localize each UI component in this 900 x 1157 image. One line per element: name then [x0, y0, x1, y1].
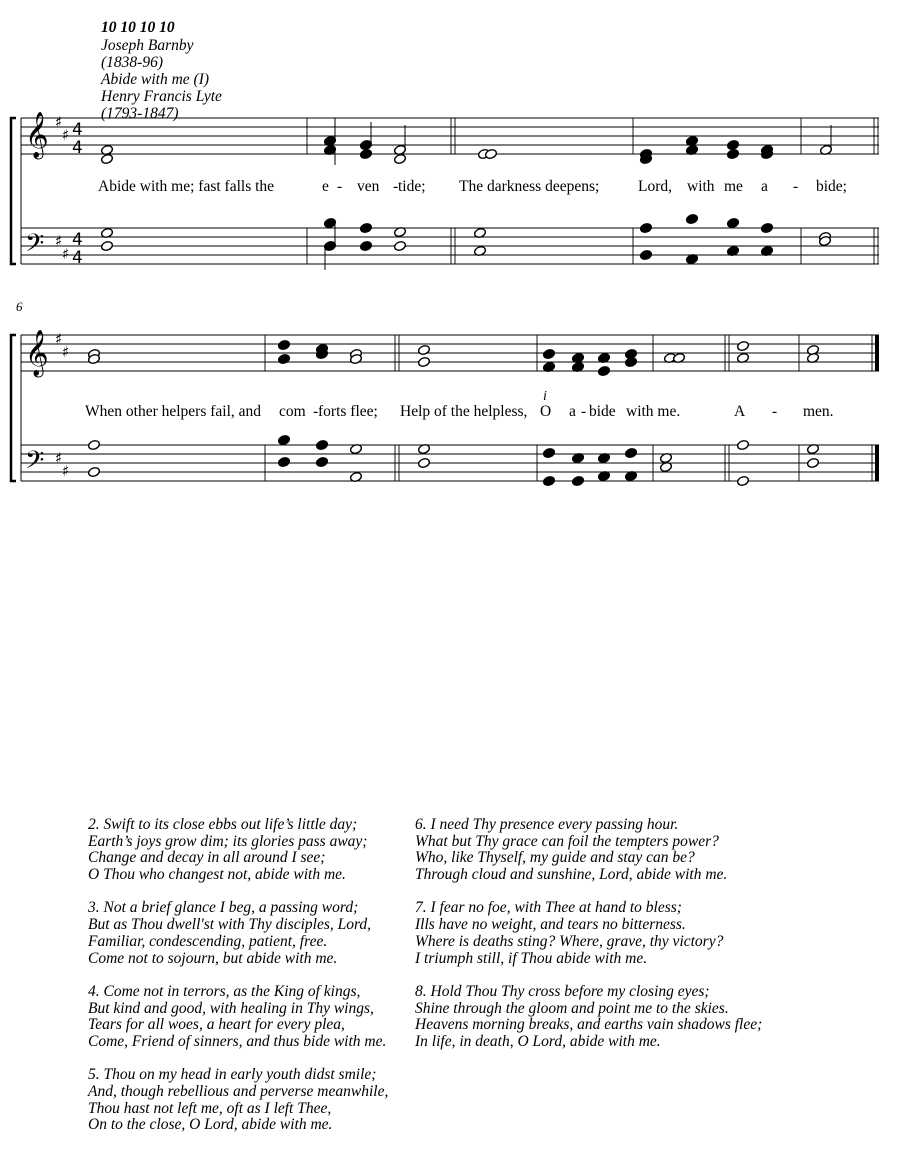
notation-marks	[11, 112, 879, 481]
lyric-syllable: A	[734, 403, 746, 420]
verses-right-column	[415, 817, 762, 1067]
whole-note	[417, 356, 430, 367]
whole-note	[417, 457, 430, 468]
final-barline	[875, 445, 879, 481]
notehead	[639, 249, 652, 260]
treble-clef-icon: 𝄞	[25, 112, 49, 158]
composer-name: Joseph Barnby	[101, 37, 194, 54]
notehead	[315, 456, 328, 467]
verse-line: What but Thy grace can foil the tempters power?	[415, 832, 719, 850]
key-sharp-icon: ♯	[62, 126, 70, 144]
notehead	[542, 475, 555, 486]
notehead	[542, 348, 555, 359]
lyric-syllable: a	[569, 403, 576, 420]
system-bracket	[11, 335, 16, 481]
lyric-syllable: bide;	[816, 178, 847, 195]
composer-dates: (1838-96)	[101, 54, 163, 71]
notehead	[359, 148, 372, 159]
key-sharp-icon: ♯	[55, 113, 63, 131]
time-signature: 4	[72, 120, 83, 140]
lyric-syllable: ven	[357, 178, 380, 195]
lyric-syllable: a	[761, 178, 768, 195]
lyric-syllable: Help of the helpless,	[400, 403, 528, 420]
bass-clef-icon: 𝄢	[25, 229, 45, 264]
verse-stanza	[415, 817, 762, 884]
verse-line: O Thou who changest not, abide with me.	[88, 866, 346, 884]
notehead	[277, 339, 290, 350]
notehead	[571, 475, 584, 486]
verse-line: And, though rebellious and perverse meanwhile,	[88, 1083, 389, 1100]
notehead	[359, 240, 372, 251]
verse-line: 5. Thou on my head in early youth didst smile;	[88, 1066, 377, 1084]
key-sharp-icon: ♯	[62, 245, 70, 263]
verse-stanza	[88, 1067, 388, 1134]
key-sharp-icon: ♯	[62, 462, 70, 480]
verse-line: 6. I need Thy presence every passing hour.	[415, 816, 679, 833]
notehead	[359, 222, 372, 233]
notehead	[277, 456, 290, 467]
verse-line: Come, Friend of sinners, and thus bide with me.	[88, 1032, 387, 1050]
notehead	[639, 222, 652, 233]
time-signature: 4	[72, 248, 83, 268]
key-sharp-icon: ♯	[62, 343, 70, 361]
treble-clef-icon: 𝄞	[25, 330, 49, 376]
verse-line: Tears for all woes, a heart for every plea,	[88, 1016, 345, 1034]
lyrics-line-2	[85, 403, 834, 420]
lyric-syllable: with	[687, 178, 715, 195]
hymn-title: Abide with me (I)	[101, 71, 210, 88]
lyric-syllable: me	[724, 178, 743, 195]
whole-note	[87, 439, 100, 450]
notehead	[315, 439, 328, 450]
whole-note	[736, 475, 749, 486]
verse-line: Change and decay in all around I see;	[88, 849, 326, 867]
lyric-syllable: When other helpers fail, and	[85, 403, 262, 420]
verse-line: 2. Swift to its close ebbs out life’s little day;	[88, 816, 358, 833]
lyric-syllable: with me.	[626, 403, 681, 420]
verses-left-column	[88, 817, 388, 1151]
lyric-syllable: Abide with me; fast falls the	[98, 178, 275, 195]
verse-line: In life, in death, O Lord, abide with me.	[415, 1032, 661, 1050]
lyric-syllable: -	[393, 178, 399, 195]
verse-line: Ills have no weight, and tears no bitterness.	[415, 916, 686, 934]
lyric-syllable: e	[322, 178, 329, 195]
lyric-syllable: tide;	[398, 178, 426, 195]
lyric-syllable: The darkness deepens;	[459, 178, 600, 195]
notehead	[685, 213, 698, 224]
lyrics-line-1	[98, 178, 847, 195]
verse-line: Earth’s joys grow dim; its glories pass away;	[88, 832, 368, 850]
system-bracket	[11, 118, 16, 264]
music-score	[0, 0, 900, 540]
lyric-syllable: Lord,	[638, 178, 673, 195]
notehead	[624, 447, 637, 458]
notehead	[726, 139, 739, 150]
verse-line: Where is deaths sting? Where, grave, thy victory?	[415, 932, 724, 950]
notehead	[542, 447, 555, 458]
verse-line: I triumph still, if Thou abide with me.	[415, 949, 648, 967]
verse-line: 8. Hold Thou Thy cross before my closing eyes;	[415, 982, 710, 1000]
whole-note	[417, 344, 430, 355]
verse-stanza	[88, 817, 388, 884]
notehead	[597, 365, 610, 376]
verse-line: Familiar, condescending, patient, free.	[88, 932, 328, 950]
notehead	[277, 434, 290, 445]
lyric-syllable: bide	[589, 403, 616, 420]
lyric-syllable: O	[540, 403, 552, 420]
key-sharp-icon: ♯	[55, 449, 63, 467]
verse-line: Who, like Thyself, my guide and stay can be?	[415, 849, 695, 867]
key-sharp-icon: ♯	[55, 330, 63, 348]
staff-lines	[21, 118, 879, 481]
whole-note	[100, 240, 113, 251]
noteheads	[87, 118, 832, 487]
author-name: Henry Francis Lyte	[101, 88, 222, 105]
lyric-syllable: -	[772, 403, 778, 420]
verse-line: 7. I fear no foe, with Thee at hand to bless;	[415, 899, 682, 917]
final-barline	[875, 335, 879, 371]
notehead	[393, 153, 406, 164]
lyric-syllable: -	[581, 403, 587, 420]
fingering-mark: i	[543, 389, 547, 404]
whole-note	[806, 457, 819, 468]
verse-line: Heavens morning breaks, and earths vain shadows flee;	[415, 1016, 763, 1034]
verse-stanza	[415, 900, 762, 967]
verse-line: Come not to sojourn, but abide with me.	[88, 949, 338, 967]
lyric-syllable: forts flee;	[318, 403, 378, 420]
verse-line: But as Thou dwell'st with Thy disciples, Lord,	[88, 916, 372, 934]
verse-line: 4. Come not in terrors, as the King of kings,	[88, 982, 361, 1000]
verse-line: On to the close, O Lord, abide with me.	[88, 1116, 333, 1134]
verse-line: Shine through the gloom and point me to the skies.	[415, 999, 729, 1017]
verse-line: But kind and good, with healing in Thy wings,	[88, 999, 374, 1017]
lyric-syllable: -	[313, 403, 319, 420]
whole-note	[87, 466, 100, 477]
lyric-syllable: -	[337, 178, 343, 195]
notehead	[760, 222, 773, 233]
notehead	[393, 240, 406, 251]
notehead	[624, 356, 637, 367]
verse-stanza	[88, 984, 388, 1051]
verse-line: Thou hast not left me, oft as I left Thee,	[88, 1099, 332, 1117]
author-dates: (1793-1847)	[101, 105, 179, 122]
notehead	[726, 217, 739, 228]
whole-note	[736, 340, 749, 351]
time-signature: 4	[72, 230, 83, 250]
verse-line: Through cloud and sunshine, Lord, abide with me.	[415, 866, 728, 884]
notehead	[726, 148, 739, 159]
lyric-syllable: men.	[803, 403, 834, 420]
measure-number: 6	[16, 299, 23, 314]
lyric-syllable: com	[279, 403, 306, 420]
hymn-meter: 10 10 10 10	[101, 19, 175, 36]
bass-clef-icon: 𝄢	[25, 446, 45, 481]
verse-stanza	[88, 900, 388, 967]
notehead	[277, 353, 290, 364]
key-sharp-icon: ♯	[55, 232, 63, 250]
verse-stanza	[415, 984, 762, 1051]
whole-note	[736, 439, 749, 450]
lyric-syllable: -	[793, 178, 799, 195]
whole-note	[100, 153, 113, 164]
time-signature: 4	[72, 138, 83, 158]
verse-line: 3. Not a brief glance I beg, a passing word;	[88, 899, 359, 917]
